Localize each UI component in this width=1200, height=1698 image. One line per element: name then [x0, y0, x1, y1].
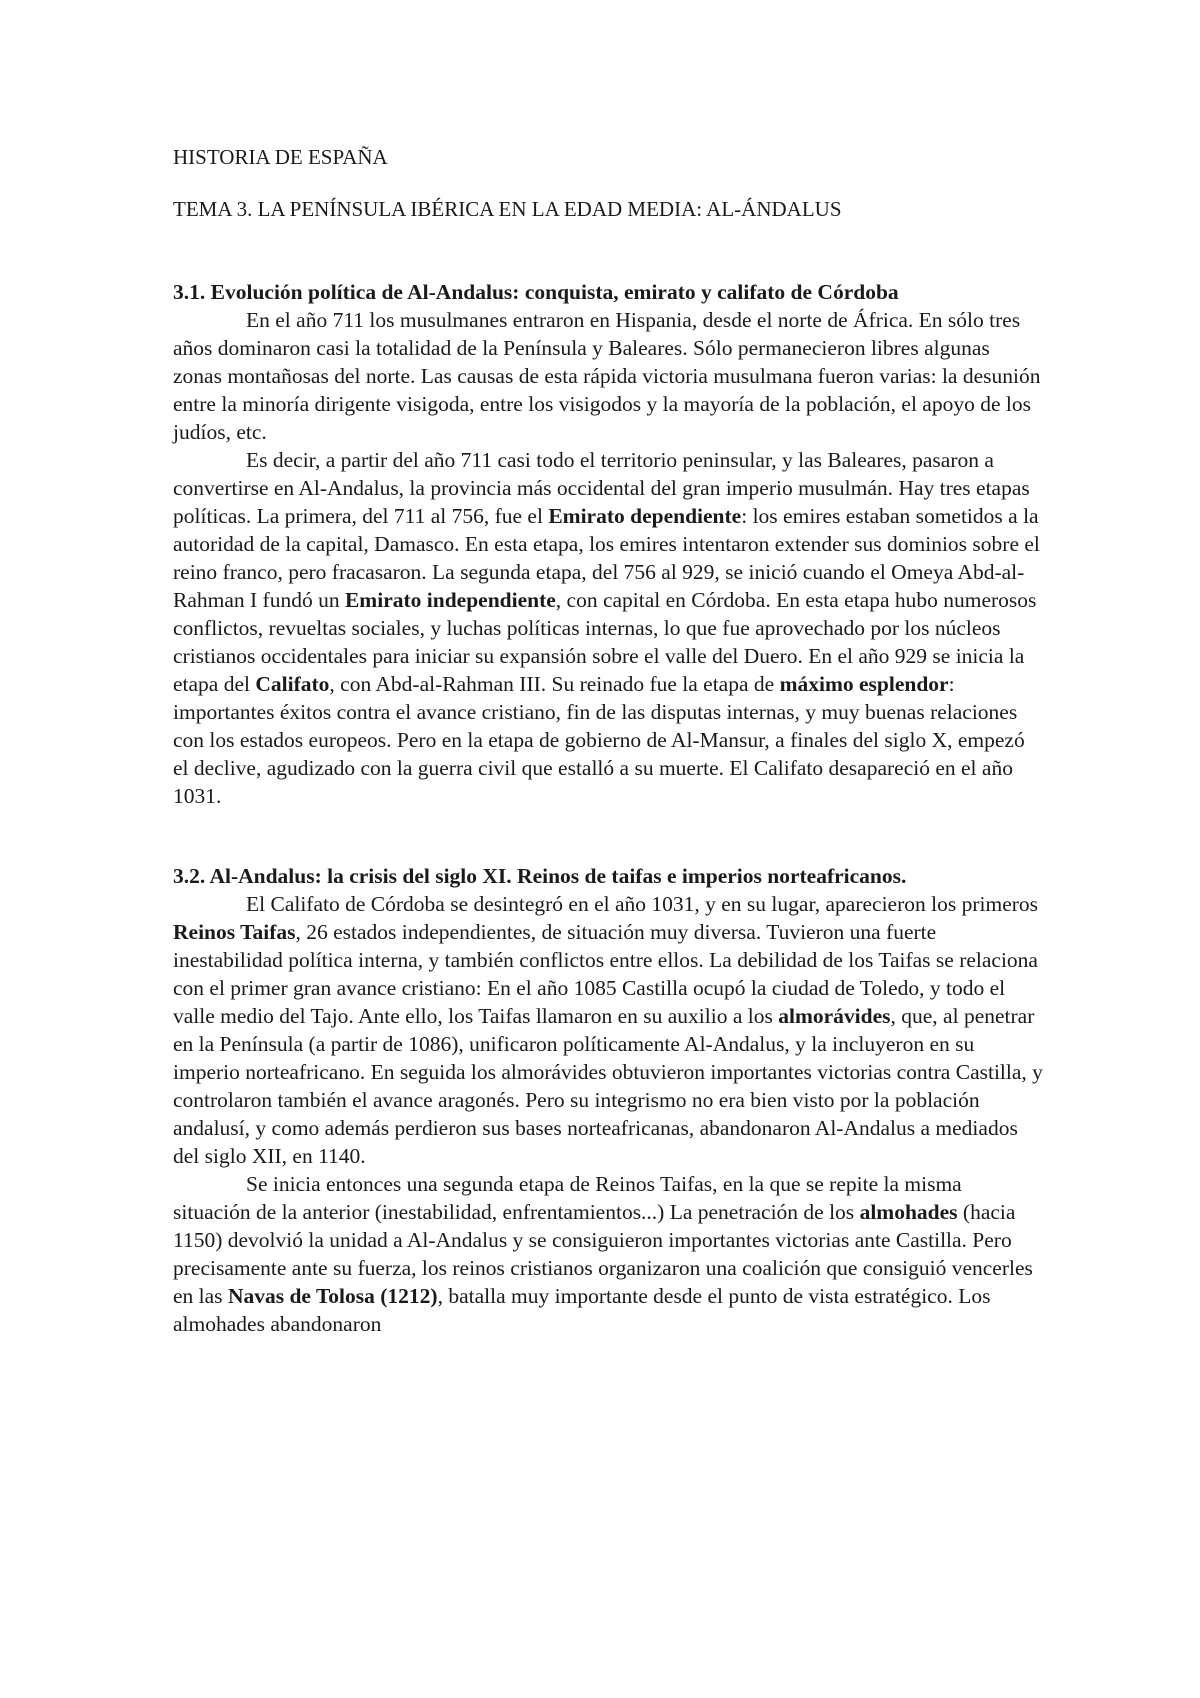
text-run: , 26 estados independientes, de situación muy diversa. Tuvieron una fuerte inestabilidad política interna, y también conflictos entre ellos. La debilidad de los Taifas se relaciona con el primer gran avance cristiano: En el año 1085 Castilla ocupó la ciudad de Toledo, y todo el valle medio del Tajo. Ante ello, los Taifas llamaron en su auxilio a los: [173, 920, 1038, 1028]
text-run: , con Abd-al-Rahman III. Su reinado fue la etapa de: [329, 672, 780, 696]
bold-term: Califato: [255, 672, 330, 696]
tema-heading: TEMA 3. LA PENÍNSULA IBÉRICA EN LA EDAD MEDIA: AL-ÁNDALUS: [173, 197, 842, 221]
section-3-2-paragraph-1: [173, 890, 1043, 1170]
bold-term: Navas de Tolosa (1212): [227, 1284, 438, 1308]
bold-term: Emirato dependiente: [548, 504, 742, 528]
section-3-1-heading: 3.1. Evolución política de Al-Andalus: conquista, emirato y califato de Córdoba: [173, 280, 899, 304]
bold-term: Emirato independiente: [344, 588, 556, 612]
bold-term: Reinos Taifas: [173, 920, 296, 944]
text-run: , batalla muy importante desde el punto de vista estratégico. Los almohades abandonaron: [173, 1284, 991, 1336]
section-3-2-paragraph-2: [173, 1170, 1043, 1338]
section-3-2-heading: 3.2. Al-Andalus: la crisis del siglo XI. Reinos de taifas e imperios norteafricanos.: [173, 864, 907, 888]
text-run: : los emires estaban sometidos a la autoridad de la capital, Damasco. En esta etapa, los emires intentaron extender sus dominios sobre el reino franco, pero fracasaron. La segunda etapa, del 756 al 929, se inició cuando el Omeya Abd-al-Rahman I fundó un: [173, 504, 1040, 612]
text-run: Es decir, a partir del año 711 casi todo el territorio peninsular, y las Baleares, pasaron a convertirse en Al-Andalus, la provincia más occidental del gran imperio musulmán. Hay tres etapas políticas. La primera, del 711 al 756, fue el: [173, 448, 1030, 528]
text-run: Se inicia entonces una segunda etapa de Reinos Taifas, en la que se repite la misma situación de la anterior (inestabilidad, enfrentamientos...) La penetración de los: [173, 1172, 962, 1224]
text-run: (hacia 1150) devolvió la unidad a Al-Andalus y se consiguieron importantes victorias ante Castilla. Pero precisamente ante su fuerza, los reinos cristianos organizaron una coalición que consiguió vencerles en las: [173, 1200, 1033, 1308]
bold-term: almorávides: [778, 1004, 891, 1028]
document-body: [173, 143, 1043, 1338]
document-title: HISTORIA DE ESPAÑA: [173, 145, 388, 169]
text-run: , con capital en Córdoba. En esta etapa hubo numerosos conflictos, revueltas sociales, y luchas políticas internas, lo que fue aprovechado por los núcleos cristianos occidentales para iniciar su expansión sobre el valle del Duero. En el año 929 se inicia la etapa del: [173, 588, 1037, 696]
text-run: , que, al penetrar en la Península (a partir de 1086), unificaron políticamente Al-Andalus, y la incluyeron en su imperio norteafricano. En seguida los almorávides obtuvieron importantes victorias contra Castilla, y controlaron también el avance aragonés. Pero su integrismo no era bien visto por la población andalusí, y como además perdieron sus bases norteafricanas, abandonaron Al-Andalus a mediados del siglo XII, en 1140.: [173, 1004, 1043, 1168]
text-run: : importantes éxitos contra el avance cristiano, fin de las disputas internas, y muy buenas relaciones con los estados europeos. Pero en la etapa de gobierno de Al-Mansur, a finales del siglo X, empezó el declive, agudizado con la guerra civil que estalló a su muerte. El Califato desapareció en el año 1031.: [173, 672, 1025, 808]
section-3-1-paragraph-2: [173, 446, 1043, 810]
section-3-1-paragraph-1: En el año 711 los musulmanes entraron en Hispania, desde el norte de África. En sólo tres años dominaron casi la totalidad de la Península y Baleares. Sólo permanecieron libres algunas zonas montañosas del norte. Las causas de esta rápida victoria musulmana fueron varias: la desunión entre la minoría dirigente visigoda, entre los visigodos y la mayoría de la población, el apoyo de los judíos, etc.: [173, 308, 1041, 444]
bold-term: máximo esplendor: [779, 672, 949, 696]
bold-term: almohades: [859, 1200, 958, 1224]
text-run: El Califato de Córdoba se desintegró en el año 1031, y en su lugar, aparecieron los primeros: [246, 892, 1039, 916]
